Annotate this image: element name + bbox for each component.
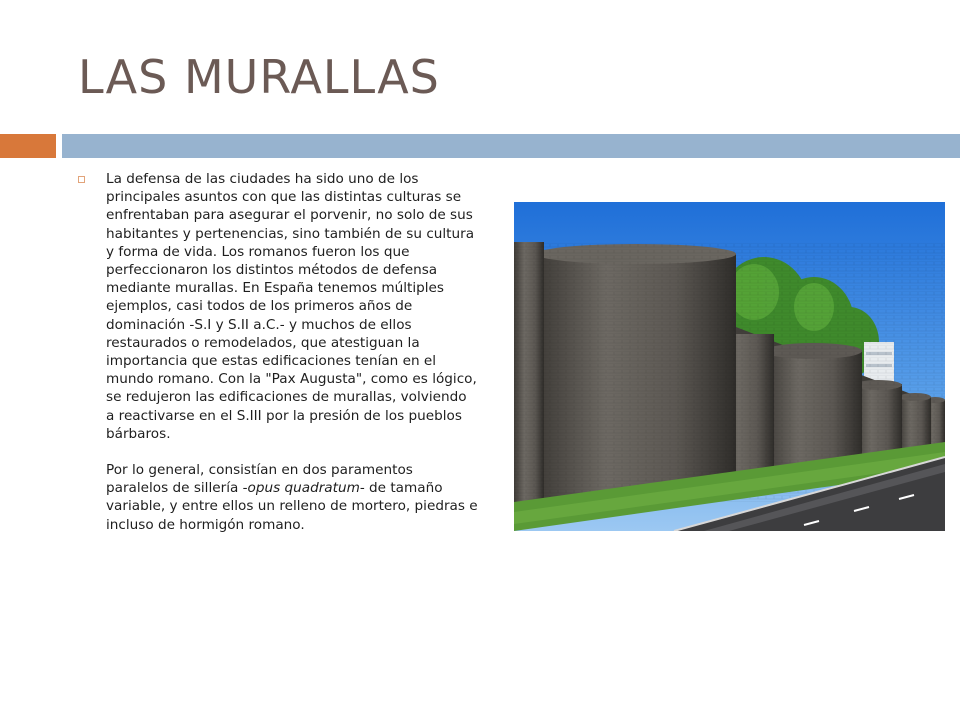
slide-title: LAS MURALLAS (78, 50, 440, 104)
hollow-square-bullet-icon (78, 176, 85, 183)
accent-bar-orange (0, 134, 56, 158)
paragraph-defensa: La defensa de las ciudades ha sido uno de los principales asuntos con que las distintas culturas se enfrentaban para asegurar el porvenir, no solo de sus habitantes y pertenencias, sino también de su cultura y forma de vida. Los romanos fueron los que perfeccionaron los distintos métodos de defensa mediante murallas. En España tenemos múltiples ejemplos, casi todos de los primeros años de dominación -S.I y S.II a.C.- y muchos de ellos restaurados o remodelados, que atestiguan la importancia que estas edificaciones tenían en el mundo romano. Con la "Pax Augusta", como es lógico, se redujeron las edificaciones de murallas, volviendo a reactivarse en el S.III por la presión de los pueblos bárbaros. (106, 171, 477, 442)
paragraph-paramentos (106, 461, 478, 534)
body-text (106, 170, 478, 534)
accent-bar-blue (62, 134, 960, 158)
opus-quadratum-term: opus quadratum (247, 480, 360, 497)
paragraph-paramentos-start: Por lo general, consistían en dos paramentos paralelos de sillería - (106, 462, 413, 497)
roman-wall-photo (514, 202, 945, 531)
paragraph-paramentos-end: - de tamaño variable, y entre ellos un relleno de mortero, piedras e incluso de hormigón romano. (106, 480, 478, 533)
